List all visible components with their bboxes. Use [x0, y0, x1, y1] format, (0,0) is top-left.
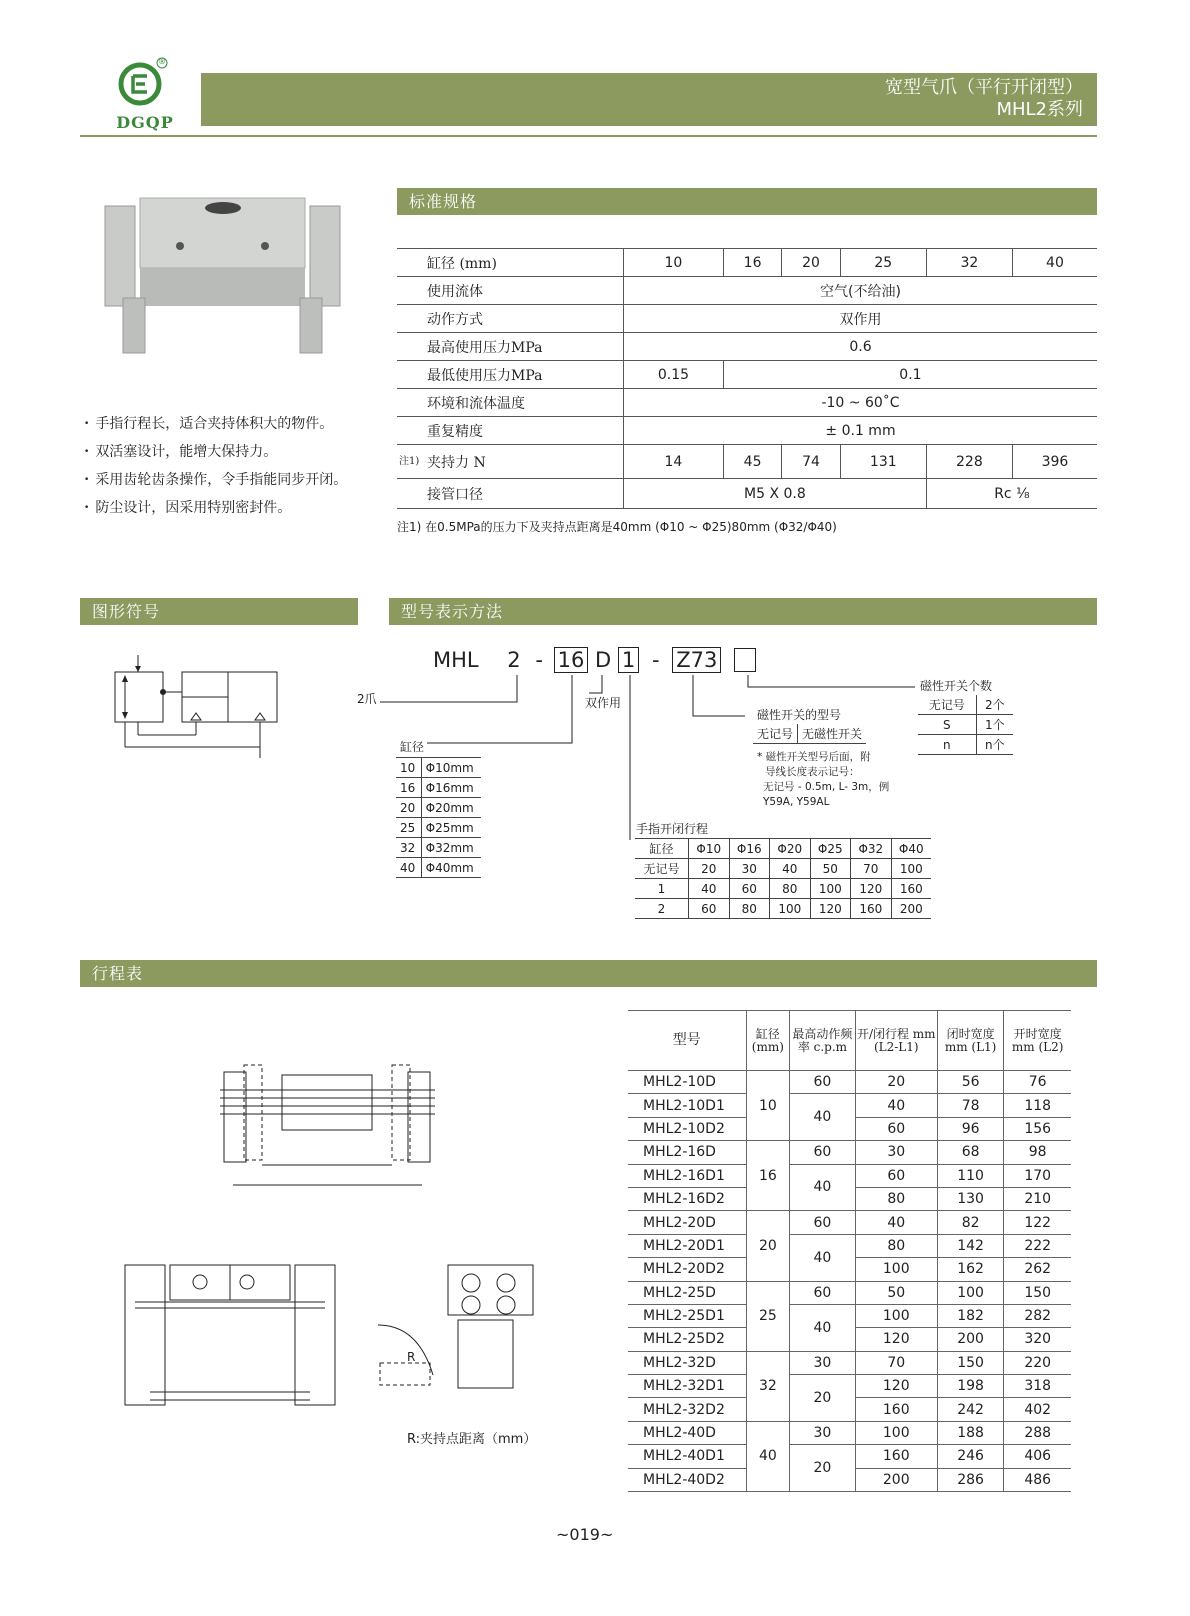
table-cell: MHL2-16D: [628, 1141, 746, 1164]
table-cell: 220: [1004, 1351, 1071, 1374]
table-cell: 486: [1004, 1468, 1071, 1491]
table-cell: 162: [937, 1258, 1004, 1281]
table-cell: 60: [790, 1141, 856, 1164]
table-cell: 118: [1004, 1094, 1071, 1117]
spec-label: [397, 445, 624, 479]
force-cell: 131: [840, 445, 926, 479]
gripper-front-drawing: [210, 1070, 450, 1200]
table-cell: MHL2-40D1: [628, 1445, 746, 1468]
table-cell: 40: [855, 1211, 937, 1234]
section-stroke-header: 行程表: [80, 960, 1097, 987]
table-cell: 40: [790, 1164, 856, 1211]
table-cell: 200: [937, 1328, 1004, 1351]
stroke-code-table: 缸径 Φ10 Φ16 Φ20 Φ25 Φ32 Φ40 无记号 20 30 40 50 70 100 1 40 60 80 100 120 160 2 60 80 100 120 160 200: [635, 838, 931, 919]
spec-label: 动作方式: [397, 305, 624, 333]
header-bar: [201, 73, 1097, 126]
table-cell: 20: [790, 1375, 856, 1422]
spec-label: 缸径 (mm): [397, 249, 624, 277]
r-label: R: [407, 1350, 416, 1364]
code-bore: 16: [554, 647, 589, 673]
code-action: D: [595, 648, 612, 672]
feature-item: • 防尘设计，因采用特别密封件。: [84, 500, 292, 516]
table-cell: 262: [1004, 1258, 1071, 1281]
table-cell: MHL2-10D1: [628, 1094, 746, 1117]
table-cell: MHL2-32D2: [628, 1398, 746, 1421]
page-title: 宽型气爪（平行开闭型）: [885, 77, 1083, 98]
code-dash: -: [535, 648, 543, 672]
spec-value: M5 X 0.8: [624, 479, 927, 509]
table-cell: MHL2-25D: [628, 1281, 746, 1304]
table-cell: 20: [855, 1071, 937, 1094]
table-row: [628, 1351, 1071, 1374]
page-number: ~019~: [556, 1525, 614, 1544]
table-cell: 40: [790, 1094, 856, 1141]
spec-label: 最高使用压力MPa: [397, 333, 624, 361]
table-row: [628, 1234, 1071, 1257]
table-cell: 150: [937, 1351, 1004, 1374]
table-cell: 286: [937, 1468, 1004, 1491]
table-row: [628, 1211, 1071, 1234]
table-cell: 32: [746, 1351, 790, 1421]
note-marker: 注1): [399, 456, 420, 467]
table-cell: 40: [790, 1304, 856, 1351]
table-cell: 40: [855, 1094, 937, 1117]
table-cell: 30: [790, 1351, 856, 1374]
spec-value: 双作用: [624, 305, 1098, 333]
table-cell: 50: [855, 1281, 937, 1304]
table-cell: 150: [1004, 1281, 1071, 1304]
table-cell: 56: [937, 1071, 1004, 1094]
bore-code-table: 10 Φ10mm 16 Φ16mm 20 Φ20mm 25 Φ25mm 32 Φ32mm 40 Φ40mm: [396, 757, 481, 878]
table-cell: MHL2-20D2: [628, 1258, 746, 1281]
table-cell: 156: [1004, 1117, 1071, 1140]
table-cell: 60: [790, 1281, 856, 1304]
table-cell: 282: [1004, 1304, 1071, 1327]
table-cell: MHL2-25D1: [628, 1304, 746, 1327]
switch-type-table: 无记号 无磁性开关: [753, 724, 866, 744]
section-spec-header: 标准规格: [397, 188, 1097, 215]
logo-text: DGQP: [116, 113, 174, 132]
switch-count-table: 无记号 2个 S 1个 n n个: [918, 695, 1013, 755]
bore-cell: 10: [624, 249, 724, 277]
table-cell: 198: [937, 1375, 1004, 1398]
spec-label: 环境和流体温度: [397, 389, 624, 417]
table-cell: 120: [855, 1375, 937, 1398]
table-cell: 20: [746, 1211, 790, 1281]
table-cell: 100: [855, 1258, 937, 1281]
table-cell: 16: [746, 1141, 790, 1211]
table-cell: 40: [790, 1234, 856, 1281]
bore-cell: 25: [840, 249, 926, 277]
table-row: [628, 1164, 1071, 1187]
section-model-header: 型号表示方法: [389, 598, 1097, 625]
table-cell: MHL2-40D: [628, 1421, 746, 1444]
table-cell: 188: [937, 1421, 1004, 1444]
code-switch-count: [734, 648, 756, 672]
table-cell: 100: [855, 1304, 937, 1327]
spec-value: -10 ~ 60˚C: [624, 389, 1098, 417]
table-cell: 30: [790, 1421, 856, 1444]
table-row: [628, 1281, 1071, 1304]
table-row: [628, 1375, 1071, 1398]
col-header: 缸径 (mm): [746, 1011, 790, 1071]
table-row: [628, 1094, 1071, 1117]
spec-value: 空气(不给油): [624, 277, 1098, 305]
table-row: [628, 1421, 1071, 1444]
switch-count-title: 磁性开关个数: [920, 679, 993, 693]
model-code: [433, 648, 756, 672]
code-stroke: 1: [618, 647, 639, 673]
table-cell: 160: [855, 1445, 937, 1468]
force-cell: 228: [926, 445, 1012, 479]
table-cell: 120: [855, 1328, 937, 1351]
table-cell: MHL2-32D1: [628, 1375, 746, 1398]
col-header: 最高动作频率 c.p.m: [790, 1011, 856, 1071]
table-cell: 110: [937, 1164, 1004, 1187]
table-cell: 288: [1004, 1421, 1071, 1444]
table-cell: 142: [937, 1234, 1004, 1257]
table-cell: 122: [1004, 1211, 1071, 1234]
force-label: 夹持力 N: [427, 454, 486, 471]
force-cell: 14: [624, 445, 724, 479]
bore-title: 缸径: [400, 740, 425, 754]
table-cell: MHL2-20D1: [628, 1234, 746, 1257]
table-cell: 80: [855, 1187, 937, 1210]
table-cell: 130: [937, 1187, 1004, 1210]
table-cell: 30: [855, 1141, 937, 1164]
spec-footnote: 注1) 在0.5MPa的压力下及夹持点距离是40mm (Φ10 ~ Φ25)80mm (Φ32/Φ40): [397, 520, 837, 534]
logo-emblem-icon: [100, 56, 190, 116]
table-cell: 98: [1004, 1141, 1071, 1164]
table-cell: 402: [1004, 1398, 1071, 1421]
pneumatic-symbol-diagram: [110, 655, 290, 770]
switch-type-title: 磁性开关的型号: [757, 708, 842, 722]
table-cell: 25: [746, 1281, 790, 1351]
table-cell: 68: [937, 1141, 1004, 1164]
table-cell: 100: [937, 1281, 1004, 1304]
code-switch: Z73: [672, 647, 721, 673]
table-cell: 182: [937, 1304, 1004, 1327]
product-photo: [105, 198, 345, 358]
bore-cell: 16: [723, 249, 781, 277]
force-cell: 396: [1012, 445, 1097, 479]
table-cell: 222: [1004, 1234, 1071, 1257]
code-claws: 2: [507, 648, 521, 672]
feature-list: [84, 410, 347, 522]
table-cell: 80: [855, 1234, 937, 1257]
table-row: [628, 1445, 1071, 1468]
feature-item: • 双活塞设计，能增大保持力。: [84, 444, 278, 460]
table-cell: 242: [937, 1398, 1004, 1421]
table-cell: MHL2-16D1: [628, 1164, 746, 1187]
spec-table: [397, 249, 1097, 509]
table-cell: MHL2-40D2: [628, 1468, 746, 1491]
table-cell: 82: [937, 1211, 1004, 1234]
spec-value: Rc ¹⁄₈: [926, 479, 1097, 509]
stroke-code-title: 手指开闭行程: [636, 822, 709, 836]
table-cell: MHL2-16D2: [628, 1187, 746, 1210]
table-cell: MHL2-25D2: [628, 1328, 746, 1351]
col-header: 型号: [628, 1011, 746, 1071]
spec-table-wrap: [397, 248, 1097, 509]
force-cell: 74: [782, 445, 840, 479]
table-cell: 246: [937, 1445, 1004, 1468]
header-divider: [80, 135, 1097, 137]
table-cell: MHL2-32D: [628, 1351, 746, 1374]
feature-item: • 手指行程长，适合夹持体积大的物件。: [84, 416, 334, 432]
table-cell: 40: [746, 1421, 790, 1491]
col-header: 闭时宽度 mm (L1): [937, 1011, 1004, 1071]
spec-label: 重复精度: [397, 417, 624, 445]
table-cell: 320: [1004, 1328, 1071, 1351]
gripper-side-drawing: [378, 1265, 538, 1395]
brand-logo: [100, 56, 190, 136]
table-cell: 10: [746, 1071, 790, 1141]
table-cell: 20: [790, 1445, 856, 1492]
table-cell: MHL2-10D2: [628, 1117, 746, 1140]
switch-note: * 磁性开关型号后面，附 导线长度表示记号： 无记号 - 0.5m, L- 3m，例 Y59A, Y59AL: [757, 751, 890, 808]
spec-label: 使用流体: [397, 277, 624, 305]
table-cell: 60: [790, 1211, 856, 1234]
code-dash: -: [651, 648, 660, 672]
table-row: [628, 1304, 1071, 1327]
table-cell: 60: [855, 1164, 937, 1187]
section-symbol-header: 图形符号: [80, 598, 358, 625]
double-acting-label: 双作用: [585, 696, 622, 710]
spec-value: ± 0.1 mm: [624, 417, 1098, 445]
spec-value: 0.6: [624, 333, 1098, 361]
table-cell: 210: [1004, 1187, 1071, 1210]
claw-label: 2爪: [357, 692, 377, 706]
r-caption: R:夹持点距离（mm）: [407, 1432, 537, 1447]
table-cell: 406: [1004, 1445, 1071, 1468]
table-cell: 318: [1004, 1375, 1071, 1398]
table-cell: 78: [937, 1094, 1004, 1117]
table-cell: 100: [855, 1421, 937, 1444]
table-row: [628, 1141, 1071, 1164]
gripper-top-drawing: [125, 1260, 335, 1415]
force-cell: 45: [723, 445, 781, 479]
spec-label: 接管口径: [397, 479, 624, 509]
page-subtitle: MHL2系列: [996, 99, 1083, 120]
bore-cell: 32: [926, 249, 1012, 277]
table-cell: MHL2-20D: [628, 1211, 746, 1234]
table-row: [628, 1071, 1071, 1094]
spec-value: 0.15: [624, 361, 724, 389]
code-series: MHL: [433, 648, 479, 672]
spec-label: 最低使用压力MPa: [397, 361, 624, 389]
table-cell: 60: [790, 1071, 856, 1094]
spec-value: 0.1: [723, 361, 1097, 389]
bore-cell: 20: [782, 249, 840, 277]
stroke-table: [628, 1010, 1071, 1492]
col-header: 开时宽度 mm (L2): [1004, 1011, 1071, 1071]
feature-item: • 采用齿轮齿条操作，令手指能同步开闭。: [84, 472, 348, 488]
table-cell: 76: [1004, 1071, 1071, 1094]
bore-cell: 40: [1012, 249, 1097, 277]
table-cell: MHL2-10D: [628, 1071, 746, 1094]
table-cell: 96: [937, 1117, 1004, 1140]
table-cell: 170: [1004, 1164, 1071, 1187]
table-cell: 70: [855, 1351, 937, 1374]
table-cell: 200: [855, 1468, 937, 1491]
col-header: 开/闭行程 mm (L2-L1): [855, 1011, 937, 1071]
registered-mark: ®: [158, 57, 166, 66]
table-cell: 60: [855, 1117, 937, 1140]
table-cell: 160: [855, 1398, 937, 1421]
